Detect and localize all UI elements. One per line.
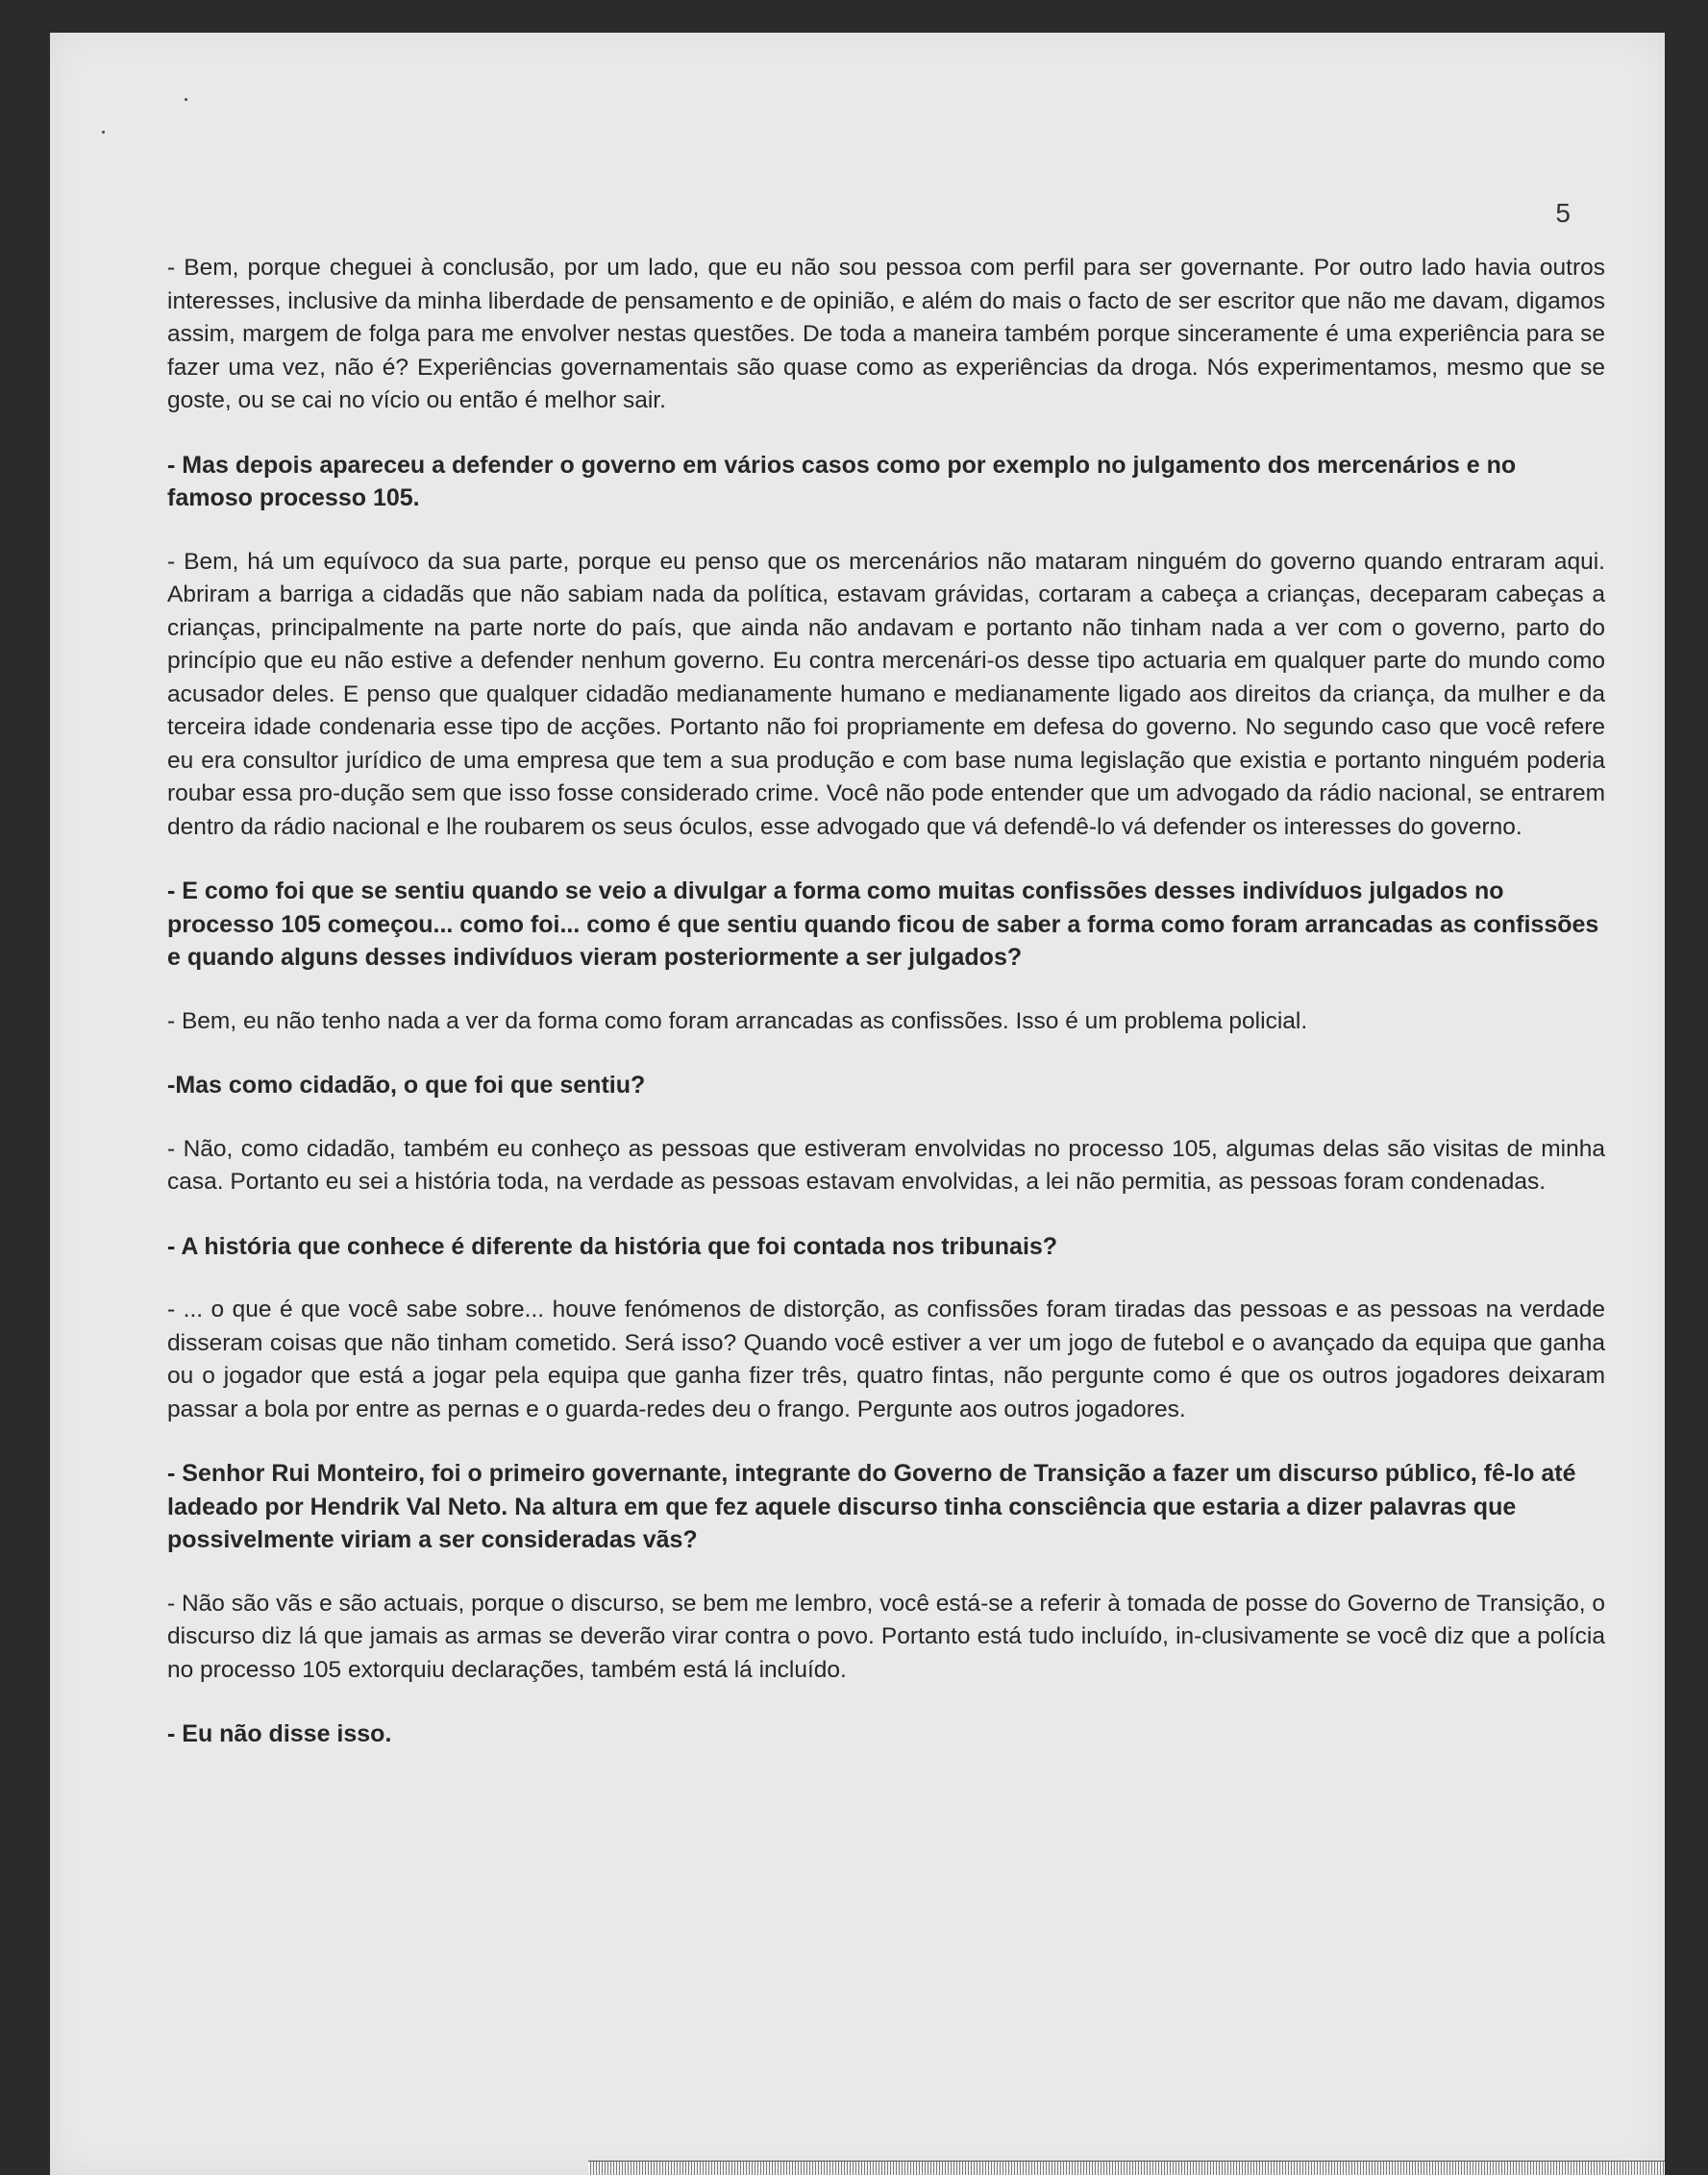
scan-speck: [185, 98, 187, 101]
question-paragraph: - Mas depois apareceu a defender o governo em vários casos como por exemplo no julgamento dos mercenários e no famoso processo 105.: [167, 451, 1517, 511]
interview-text: [167, 252, 1605, 1782]
question-paragraph: - Senhor Rui Monteiro, foi o primeiro governante, integrante do Governo de Transição a fazer um discurso público, fê-lo até ladeado por Hendrik Val Neto. Na altura em que fez aquele discurso tinha consciência que estaria a dizer palavras que possivelmente viriam a ser consideradas vãs?: [167, 1460, 1576, 1553]
question-paragraph: - Eu não disse isso.: [167, 1720, 392, 1747]
question-paragraph: - A história que conhece é diferente da história que foi contada nos tribunais?: [167, 1232, 1058, 1260]
answer-paragraph: - Bem, porque cheguei à conclusão, por um lado, que eu não sou pessoa com perfil para ser governante. Por outro lado havia outros interesses, inclusive da minha liberdade de pensamento e de opinião, e além do mais o facto de ser escritor que não me davam, digamos assim, margem de folga para me envolver nestas questões. De toda a maneira também porque sinceramente é uma experiência para se fazer uma vez, não é? Experiências governamentais são quase como as experiências da droga. Nós experimentamos, mesmo que se goste, ou se cai no vício ou então é melhor sair.: [167, 255, 1605, 413]
question-paragraph: - E como foi que se sentiu quando se veio a divulgar a forma como muitas confissões desses indivíduos julgados no processo 105 começou... como foi... como é que sentiu quando ficou de saber a forma como foram arrancadas as confissões e quando alguns desses indivíduos vieram posteriormente a ser julgados?: [167, 877, 1599, 971]
answer-paragraph: - Bem, há um equívoco da sua parte, porque eu penso que os mercenários não mataram ninguém do governo quando entraram aqui. Abriram a barriga a cidadãs que não sabiam nada da política, estavam grávidas, cortaram a cabeça a crianças, deceparam cabeças a crianças, principalmente na parte norte do país, que ainda não andavam e portanto não tinham nada a ver com o governo, parto do princípio que eu não estive a defender nenhum governo. Eu contra mercenári-os desse tipo actuaria em qualquer parte do mundo como acusador deles. E penso que qualquer cidadão medianamente humano e medianamente ligado aos direitos da criança, da mulher e da terceira idade condenaria esse tipo de acções. Portanto não foi propriamente em defesa do governo. No segundo caso que você refere eu era consultor jurídico de uma empresa que tem a sua produção e com base numa legislação que existia e portanto ninguém poderia roubar essa pro-dução sem que isso fosse considerado crime. Você não pode entender que um advogado da rádio nacional, se entrarem dentro da rádio nacional e lhe roubarem os seus óculos, esse advogado que vá defendê-lo vá defender os interesses do governo.: [167, 548, 1605, 840]
scan-ruler: [588, 2161, 1665, 2175]
scan-speck: [102, 131, 105, 134]
question-paragraph: -Mas como cidadão, o que foi que sentiu?: [167, 1072, 646, 1099]
answer-paragraph: - Bem, eu não tenho nada a ver da forma como foram arrancadas as confissões. Isso é um problema policial.: [167, 1007, 1308, 1034]
answer-paragraph: - Não são vãs e são actuais, porque o discurso, se bem me lembro, você está-se a referir à tomada de posse do Governo de Transição, o discurso diz lá que jamais as armas se deverão virar contra o povo. Portanto está tudo incluído, in-clusivamente se você diz que a polícia no processo 105 extorquiu declarações, também está lá incluído.: [167, 1590, 1605, 1683]
page-number: 5: [1555, 198, 1571, 228]
answer-paragraph: - ... o que é que você sabe sobre... houve fenómenos de distorção, as confissões foram tiradas das pessoas e as pessoas na verdade disseram coisas que não tinham cometido. Será isso? Quando você estiver a ver um jogo de futebol e o avançado da equipa que ganha ou o jogador que está a jogar pela equipa que ganha fizer três, quatro fintas, não pergunte como é que os outros jogadores deixaram passar a bola por entre as pernas e o guarda-redes deu o frango. Pergunte aos outros jogadores.: [167, 1297, 1605, 1422]
scanned-page: [50, 33, 1665, 2175]
answer-paragraph: - Não, como cidadão, também eu conheço as pessoas que estiveram envolvidas no processo 105, algumas delas são visitas de minha casa. Portanto eu sei a história toda, na verdade as pessoas estavam envolvidas, a lei não permitia, as pessoas foram condenadas.: [167, 1135, 1605, 1195]
